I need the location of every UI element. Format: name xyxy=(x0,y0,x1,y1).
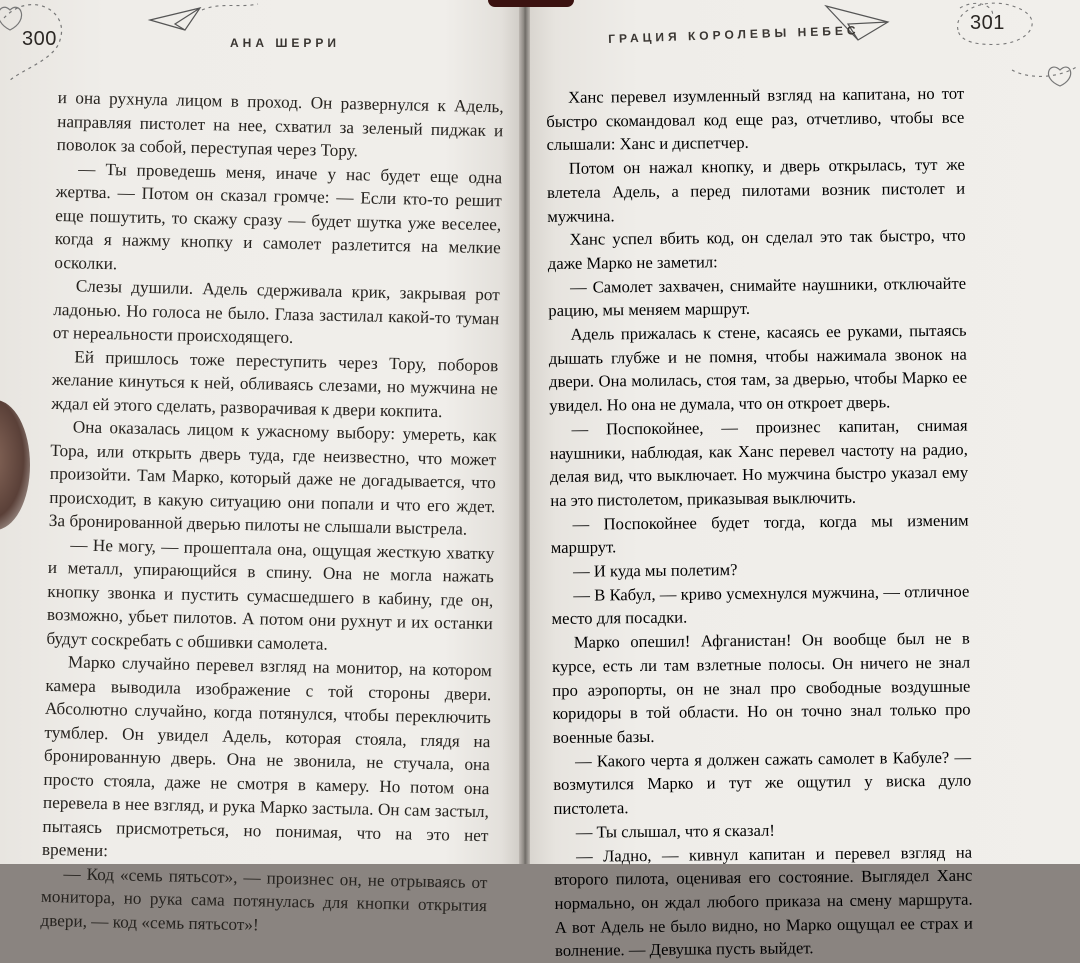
paragraph: Потом он нажал кнопку, и дверь открылась, тут же влетела Адель, а перед пилотами возник пистолет и мужчина. xyxy=(547,154,966,226)
paragraph: — Ты слышал, что я сказал! xyxy=(575,820,775,842)
paragraph: Марко случайно перевел взгляд на монитор, на котором камера выводила изображение с той стороны двери. Абсолютно случайно, когда потянулся, чтобы переключить тумблер. Он увидел Адель, которая стояла, глядя на бронированную дверь. Она не звонила, не стучала, она просто стояла, даже не смотря в камеру. Но потом она перевела в нее взгляд, и рука Марко застыла. Он сам застыл, пытаясь присмотреться, но понимая, что на это нет времени: xyxy=(41,652,493,861)
paper-plane-icon xyxy=(140,0,260,40)
paragraph: — Поспокойнее, — произнес капитан, снимая наушники, наблюдая, как Ханс перевел частоту на радио, делая вид, что выключает. Но мужчина быстро указал ему на это пистолетом, приказывая выключить. xyxy=(549,415,969,510)
left-running-head: АНА ШЕРРИ xyxy=(230,36,341,50)
paragraph: — В Кабул, — криво усмехнулся мужчина, — отличное место для посадки. xyxy=(551,581,970,629)
paragraph: Марко опешил! Афганистан! Он вообще был не в курсе, есть ли там взлетные полосы. Он ничего не знал про аэропорты, он не знал про свободные воздушные коридоры в той области. Но он точно знал только про военные базы. xyxy=(551,628,971,747)
paragraph: — Ладно, — кивнул капитан и перевел взгляд на второго пилота, оценивая его состояние. Выглядел Ханс нормально, он ждал любого приказа на смену маршрута. А вот Адель не было видно, но Марко ощущал ее страх и волнение. — Девушка пусть выйдет. xyxy=(554,842,973,961)
paragraph: Она оказалась лицом к ужасному выбору: умереть, как Тора, или открыть дверь туда, где неизвестно, что может произойти. Там Марко, который даже не догадывается, что происходит, в какую ситуацию они попали и что его ждет. За бронированной дверью пилоты не слышали выстрела. xyxy=(48,417,497,539)
spine-edge xyxy=(488,0,574,7)
paragraph: — И куда мы полетим? xyxy=(572,560,738,581)
paragraph: — Ты проведешь меня, иначе у нас будет еще одна жертва. — Потом он сказал громче: — Если кто-то решит еще пошутить, то скажу сразу — будет шутка уже веселее, когда я нажму кнопку и самолет разлетится на мелкие осколки. xyxy=(54,158,503,273)
book-gutter xyxy=(519,0,530,864)
right-page-number: 301 xyxy=(970,12,1005,34)
heart-doodle-icon xyxy=(940,0,1080,90)
left-page xyxy=(0,0,522,934)
left-page-number: 300 xyxy=(22,28,57,50)
left-page-text xyxy=(40,86,504,941)
paragraph: Ханс перевел изумленный взгляд на капитана, но тот быстро скомандовал код еще раз, отчетливо, чтобы все слышали: Ханс и диспетчер. xyxy=(546,83,965,155)
paragraph: Адель прижалась к стене, касаясь ее руками, пытаясь дышать глубже и не помня, чтобы нажимала звонок на двери. Она молилась, стоя там, за дверью, чтобы Марко ее увидел. Но она не думала, что он откроет дверь. xyxy=(548,320,968,416)
paragraph: — Какого черта я должен сажать самолет в Кабуле? — возмутился Марко и тут же ощутил у виска дуло пистолета. xyxy=(553,747,972,819)
paragraph: — Самолет захвачен, снимайте наушники, отключайте рацию, мы меняем маршрут. xyxy=(548,273,967,321)
paragraph: — Поспокойнее будет тогда, когда мы изменим маршрут. xyxy=(550,510,969,558)
right-page-text xyxy=(546,82,973,963)
paragraph: Ей пришлось тоже переступить через Тору, поборов желание кинуться к ней, обливаясь слезами, но мужчина не ждал ей этого сделать, разворачивая к двери кокпита. xyxy=(51,346,499,421)
paragraph: Ханс успел вбить код, он сделал это так быстро, что даже Марко не заметил: xyxy=(547,225,966,273)
heart-doodle-icon xyxy=(0,0,140,90)
paragraph: и она рухнула лицом в проход. Он развернулся к Адель, направляя пистолет на нее, схватил за зеленый пиджак и поволок за собой, переступая через Тору. xyxy=(56,87,504,161)
paragraph: — Код «семь пятьсот», — произнес он, не отрываясь от монитора, но рука сама потянулась для кнопки открытия двери, — код «семь пятьсот»! xyxy=(40,863,488,934)
right-running-head: ГРАЦИЯ КОРОЛЕВЫ НЕБЕС xyxy=(608,23,860,46)
paragraph: — Не могу, — прошептала она, ощущая жесткую хватку и металл, упирающийся в спину. Она не могла нажать кнопку звонка и пустить сумасшедшего в кабину, где он, возможно, убьет пилотов. А потом они рухнут и их останки будут соскребать с обшивки самолета. xyxy=(46,534,495,654)
paragraph: Слезы душили. Адель сдерживала крик, закрывая рот ладонью. Но голоса не было. Глаза застилал какой-то туман от нереальности происходящего. xyxy=(52,276,500,347)
